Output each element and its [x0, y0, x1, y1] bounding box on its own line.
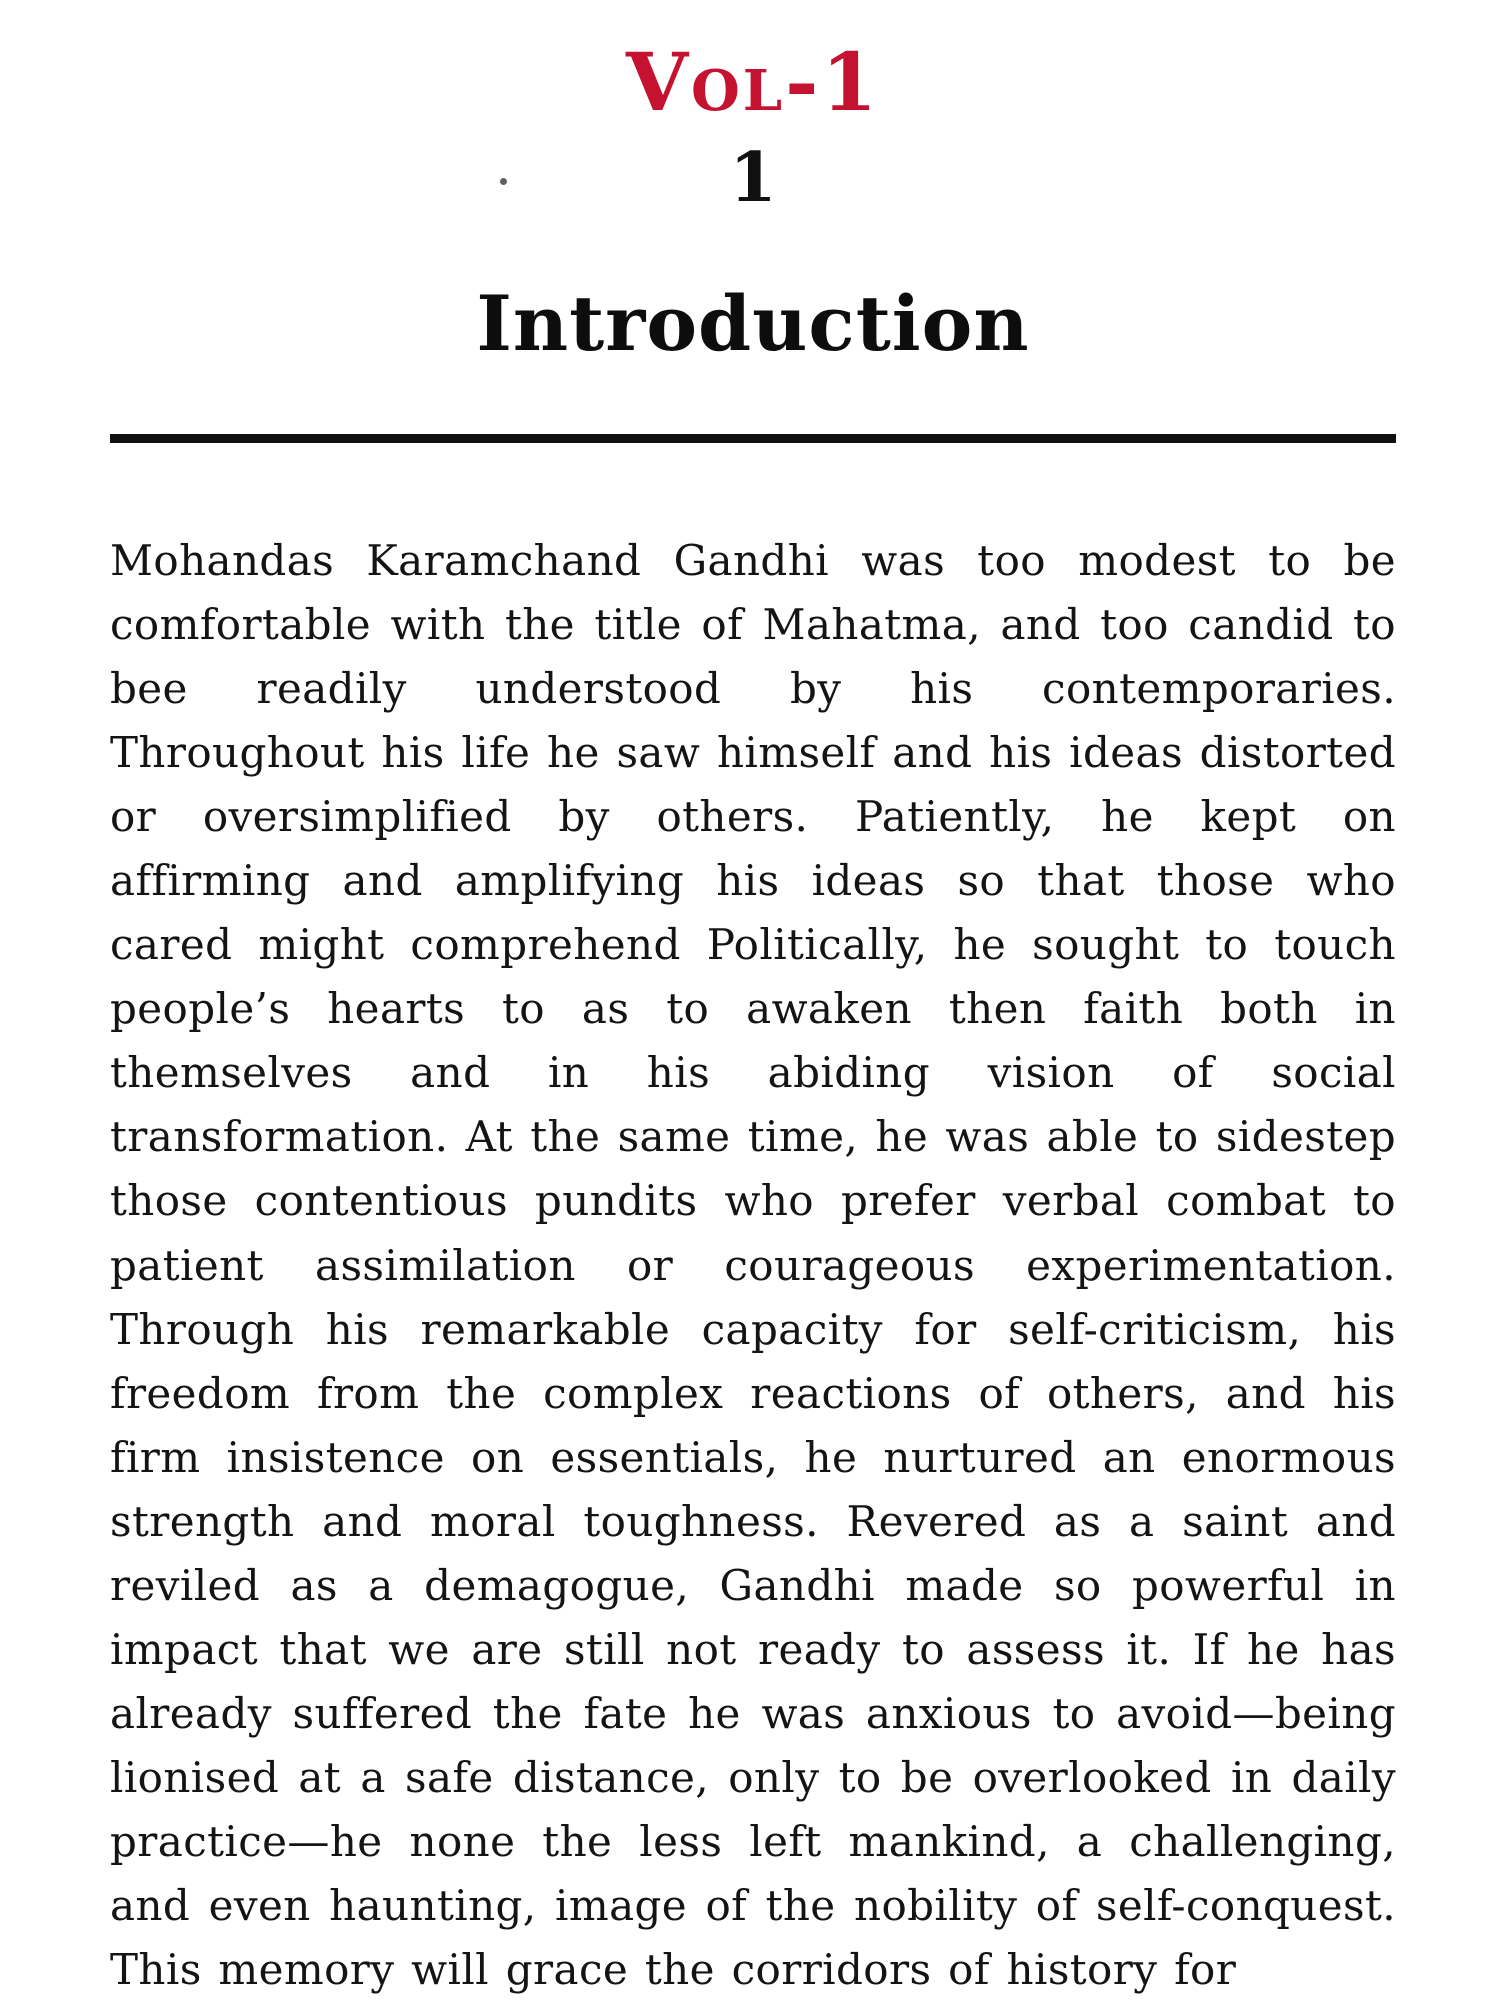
body-paragraph: Mohandas Karamchand Gandhi was too modest to be comfortable with the title of Mahatma, and too candid to bee readily understood by his contemporaries. Throughout his life he saw himself and his ideas distorted or oversimplified by others. Patiently, he kept on affirming and amplifying his ideas so that those who cared might comprehend Politically, he sought to touch people’s hearts to as to awaken then faith both in themselves and in his abiding vision of social transformation. At the same time, he was able to sidestep those contentious pundits who prefer verbal combat to patient assimilation or courageous experimentation. Through his remarkable capacity for self-criticism, his freedom from the complex reactions of others, and his firm insistence on essentials, he nurtured an enormous strength and moral toughness. Revered as a saint and reviled as a demagogue, Gandhi made so powerful in impact that we are still not ready to assess it. If he has already suffered the fate he was anxious to avoid—being lionised at a safe distance, only to be overlooked in daily practice—he none the less left mankind, a challenging, and even haunting, image of the nobility of self-conquest. This memory will grace the corridors of history for: [110, 536, 1396, 1995]
page-title: Introduction: [476, 279, 1030, 368]
chapter-number: 1: [729, 138, 777, 218]
scan-artifact-dot: [500, 178, 507, 185]
volume-label: Vol-1: [625, 35, 881, 129]
title-divider-rule: [110, 434, 1396, 443]
chapter-number-row: [110, 138, 1396, 218]
